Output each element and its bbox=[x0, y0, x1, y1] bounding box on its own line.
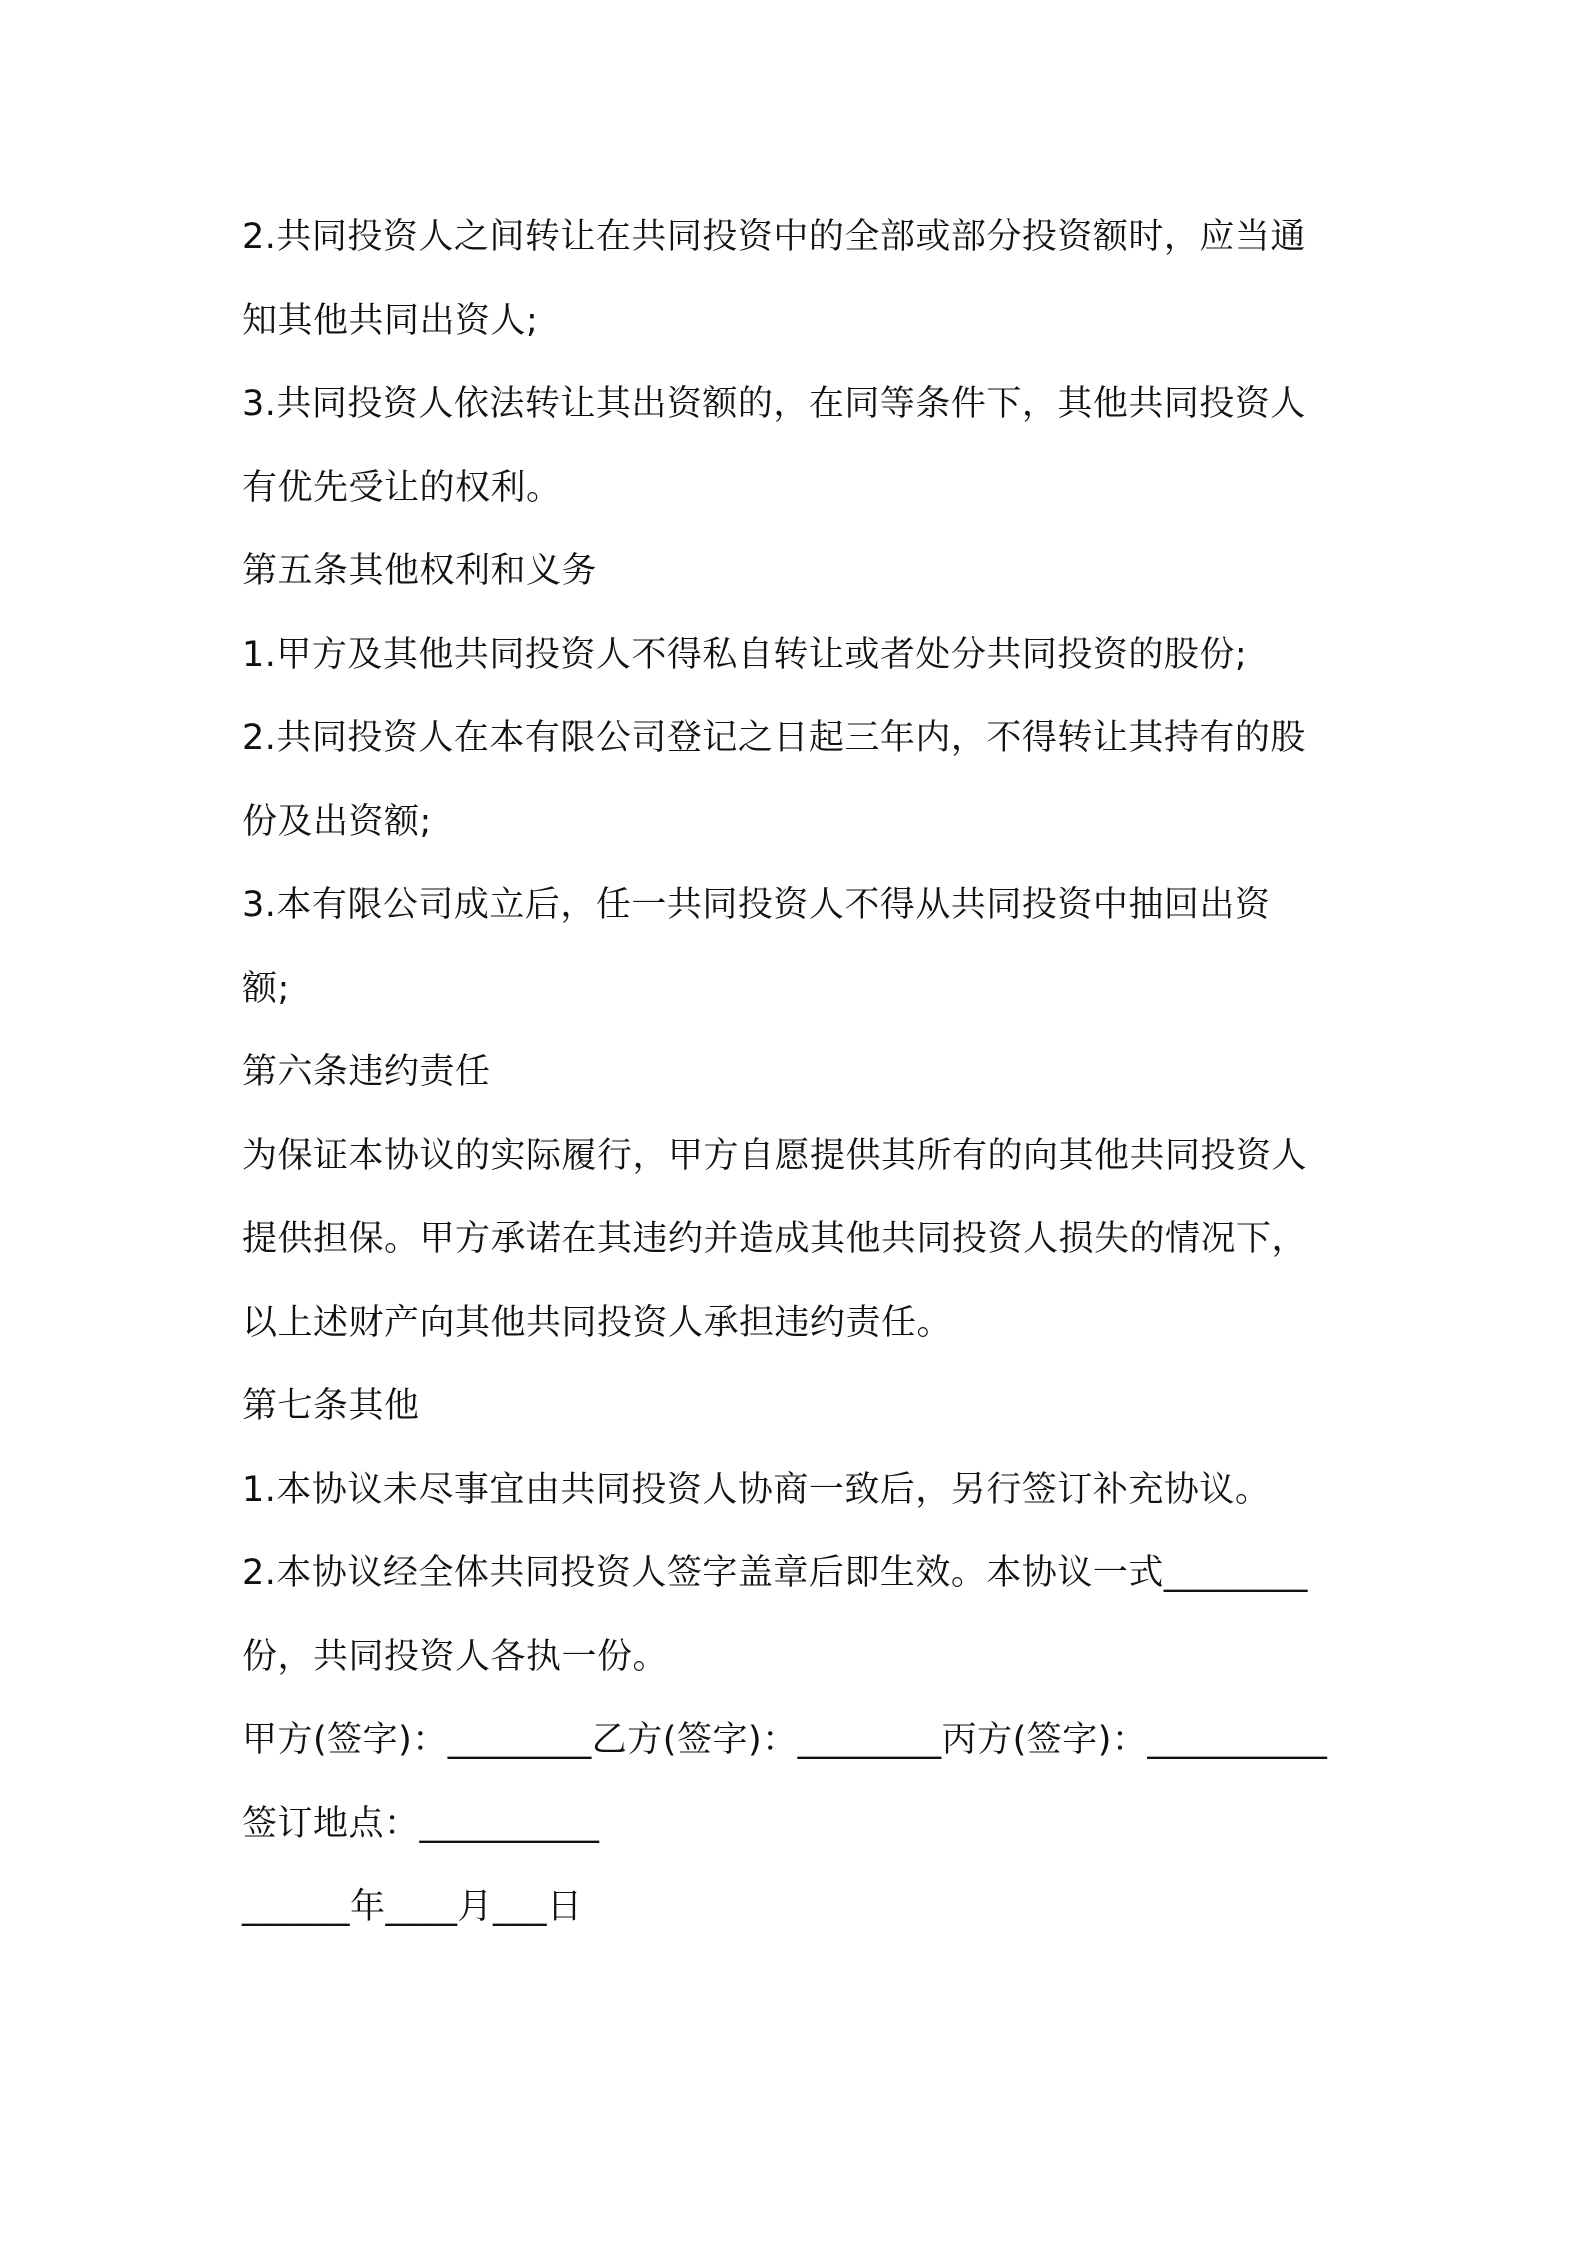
clause-5-item-2-line-1: 2.共同投资人在本有限公司登记之日起三年内，不得转让其持有的股 bbox=[242, 718, 1306, 758]
clause-4-item-3-line-2: 有优先受让的权利。 bbox=[242, 467, 562, 508]
clause-5-heading: 第五条其他权利和义务 bbox=[242, 551, 598, 591]
clause-6-heading: 第六条违约责任 bbox=[242, 1052, 491, 1092]
clause-4-item-2-line-1: 2.共同投资人之间转让在共同投资中的全部或部分投资额时，应当通 bbox=[242, 217, 1306, 257]
clause-7-item-1: 1.本协议未尽事宜由共同投资人协商一致后，另行签订补充协议。 bbox=[242, 1469, 1271, 1510]
clause-7-heading: 第七条其他 bbox=[242, 1386, 420, 1426]
clause-6-text-line-3: 以上述财产向其他共同投资人承担违约责任。 bbox=[242, 1302, 953, 1343]
document-body bbox=[242, 196, 1362, 1950]
date-line: ______年____月___日 bbox=[242, 1887, 583, 1927]
clause-5-item-3-line-2: 额; bbox=[242, 968, 290, 1009]
clause-4-item-2-line-2: 知其他共同出资人; bbox=[242, 300, 539, 341]
clause-6-text-line-2: 提供担保。甲方承诺在其违约并造成其他共同投资人损失的情况下， bbox=[242, 1219, 1308, 1259]
signing-location-line: 签订地点：__________ bbox=[242, 1803, 600, 1844]
clause-5-item-1: 1.甲方及其他共同投资人不得私自转让或者处分共同投资的股份; bbox=[242, 634, 1248, 675]
clause-7-item-2-line-2: 份，共同投资人各执一份。 bbox=[242, 1636, 669, 1677]
signature-line: 甲方(签字)：________乙方(签字)：________丙方(签字)：__________ bbox=[242, 1720, 1328, 1760]
clause-5-item-2-line-2: 份及出资额; bbox=[242, 801, 432, 842]
clause-5-item-3-line-1: 3.本有限公司成立后，任一共同投资人不得从共同投资中抽回出资 bbox=[242, 885, 1271, 925]
clause-4-item-3-line-1: 3.共同投资人依法转让其出资额的，在同等条件下，其他共同投资人 bbox=[242, 384, 1306, 424]
clause-6-text-line-1: 为保证本协议的实际履行，甲方自愿提供其所有的向其他共同投资人 bbox=[242, 1135, 1308, 1176]
clause-7-item-2-line-1: 2.本协议经全体共同投资人签字盖章后即生效。本协议一式________ bbox=[242, 1553, 1308, 1593]
